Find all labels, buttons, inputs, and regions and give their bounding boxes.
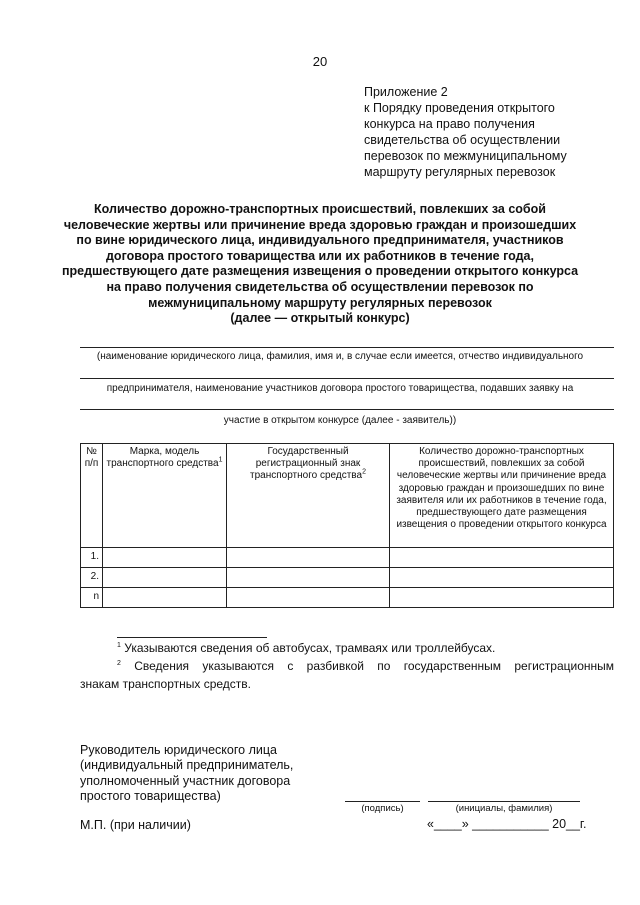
signatory-line: (индивидуальный предприниматель,	[80, 758, 294, 773]
header-cell-brand: Марка, модель транспортного средства$^1$	[103, 444, 227, 548]
heading-line: предшествующего дате размещения извещения о проведении открытого конкурса	[61, 264, 579, 279]
row-number: 2.	[81, 568, 103, 588]
signatory-line: уполномоченный участник договора	[80, 773, 291, 788]
date-line[interactable]: «____» ___________ 20__г.	[427, 817, 587, 831]
applicant-name-line[interactable]	[80, 378, 614, 379]
header-cell-number: № п/п	[81, 444, 103, 548]
row-number: n	[81, 588, 103, 608]
name-line[interactable]	[428, 801, 580, 802]
footnote-ref: 1	[218, 456, 223, 464]
footnote-separator	[117, 637, 267, 638]
signatory-line: простого товарищества)	[80, 789, 221, 804]
appendix-line: свидетельства об осуществлении	[364, 133, 561, 147]
name-caption: (инициалы, фамилия)	[455, 803, 553, 814]
cell-registration[interactable]	[227, 568, 390, 588]
applicant-name-line[interactable]	[80, 409, 614, 410]
row-number: 1.	[81, 548, 103, 568]
footnote-text: Указываются сведения об автобусах, трамваях или троллейбусах.	[124, 641, 496, 655]
heading-line: (далее — открытый конкурс)	[230, 311, 410, 326]
appendix-title: Приложение 2	[364, 85, 448, 99]
footnote-mark: 1	[117, 642, 121, 649]
table-header-row	[81, 444, 614, 548]
footnote-ref: 2	[362, 469, 366, 477]
footnote-2-continued: знакам транспортных средств.	[80, 677, 251, 691]
document-heading	[60, 202, 580, 327]
appendix-line: маршруту регулярных перевозок	[364, 165, 556, 179]
footnote-text: Сведения указываются с разбивкой по государственным регистрационным	[134, 659, 614, 673]
cell-registration[interactable]	[227, 548, 390, 568]
cell-accident-count[interactable]	[390, 548, 614, 568]
signatory-line: Руководитель юридического лица	[80, 743, 277, 757]
table-row	[81, 548, 614, 568]
heading-line: человеческие жертвы или причинение вреда здоровью граждан и произошедших	[63, 217, 577, 232]
heading-line: Количество дорожно-транспортных происшествий, повлекших за собой	[94, 202, 546, 216]
header-cell-registration: Государственный регистрационный знак транспортного средства$^2$	[227, 444, 390, 548]
cell-accident-count[interactable]	[390, 568, 614, 588]
signatory-block	[80, 743, 360, 805]
applicant-caption: участие в открытом конкурсе (далее - заявитель))	[223, 415, 457, 426]
cell-accident-count[interactable]	[390, 588, 614, 608]
seal-note: М.П. (при наличии)	[80, 818, 191, 832]
table-row	[81, 588, 614, 608]
applicant-caption: предпринимателя, наименование участников договора простого товарищества, подавших заявку на	[106, 383, 574, 394]
header-cell-accident-count: Количество дорожно-транспортных происшествий, повлекших за собой человеческие жертвы или причинение вреда здоровью граждан и произошедших по вине заявителя или их работников в течение года, предшествующего дате размещения извещения о проведении открытого конкурса	[390, 444, 614, 548]
appendix-line: к Порядку проведения открытого	[364, 101, 555, 115]
appendix-line: конкурса на право получения	[364, 117, 535, 131]
page-number: 20	[312, 54, 328, 69]
table-row	[81, 568, 614, 588]
heading-line: по вине юридического лица, индивидуального предпринимателя, участников	[76, 233, 564, 248]
appendix-block	[364, 84, 624, 180]
cell-brand[interactable]	[103, 548, 227, 568]
appendix-line: перевозок по межмуниципальному	[364, 149, 567, 163]
signature-line[interactable]	[345, 801, 420, 802]
heading-line: на право получения свидетельства об осуществлении перевозок по	[106, 279, 534, 294]
cell-registration[interactable]	[227, 588, 390, 608]
footnote-2	[117, 658, 614, 675]
accidents-table	[80, 443, 614, 608]
footnote-1	[117, 640, 617, 657]
applicant-caption: (наименование юридического лица, фамилия, имя и, в случае если имеется, отчество индивидуального	[96, 351, 584, 362]
footnote-mark: 2	[117, 660, 121, 667]
signature-caption: (подпись)	[361, 803, 404, 814]
applicant-name-line[interactable]	[80, 347, 614, 348]
heading-line: межмуниципальному маршруту регулярных перевозок	[148, 295, 492, 310]
cell-brand[interactable]	[103, 568, 227, 588]
heading-line: договора простого товарищества или их работников в течение года,	[106, 248, 534, 263]
cell-brand[interactable]	[103, 588, 227, 608]
